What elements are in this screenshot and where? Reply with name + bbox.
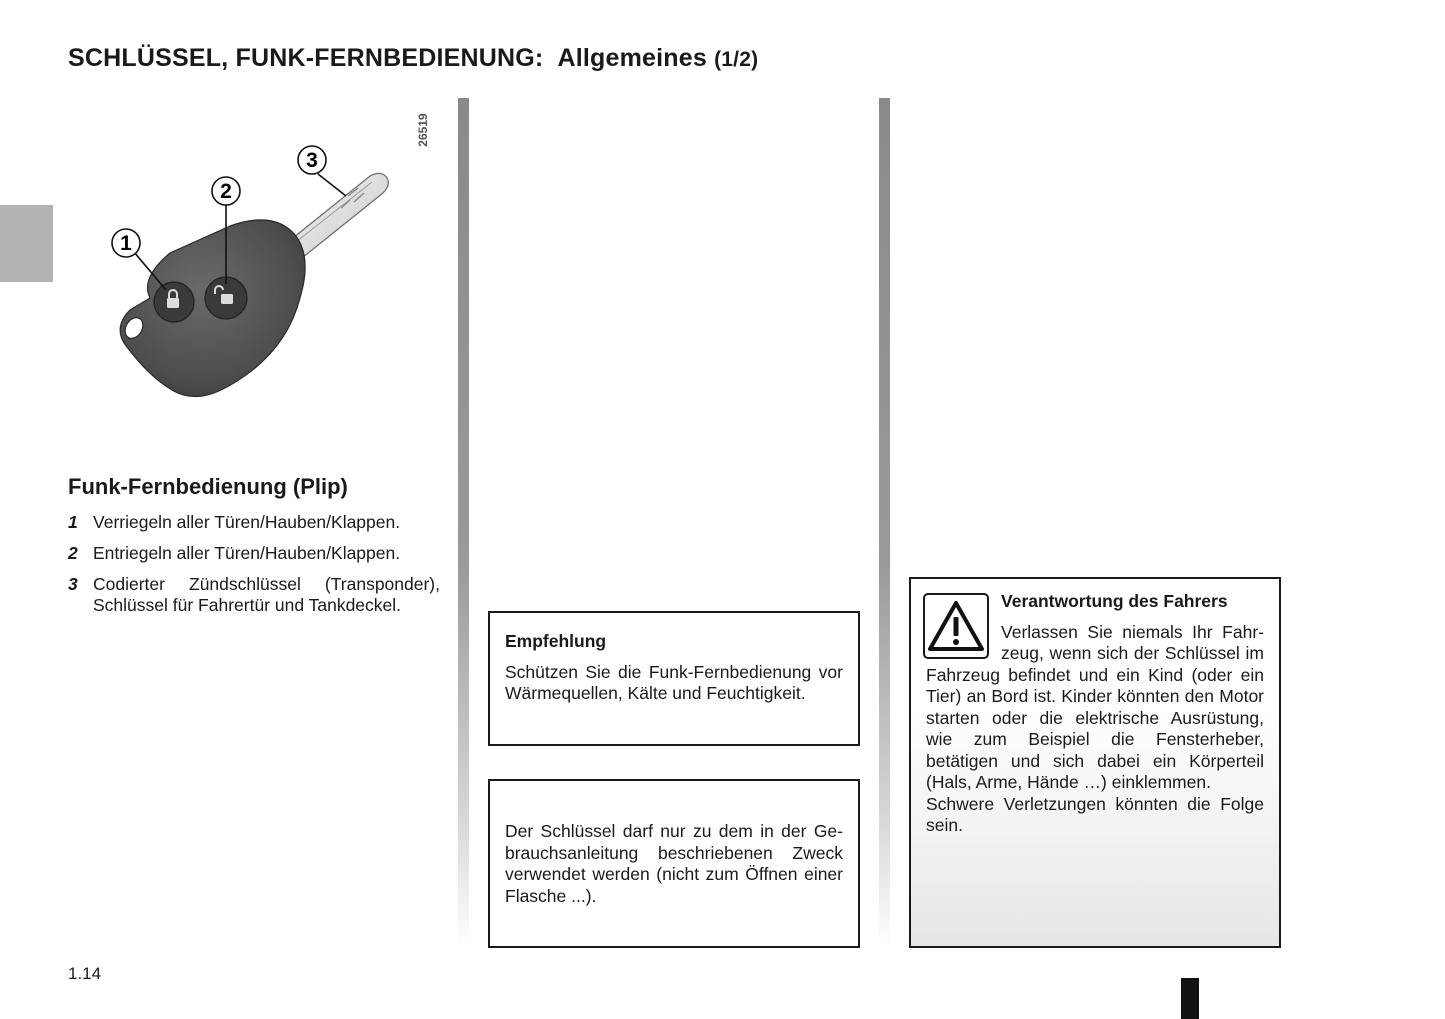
chapter-tab [0,205,53,282]
page-number: 1.14 [68,964,102,983]
legend-number: 3 [68,574,78,594]
title-main: SCHLÜSSEL, FUNK-FERNBEDIENUNG: [68,44,544,72]
warning-triangle-icon [923,593,989,659]
page-edge-marker [1181,978,1199,1019]
recommendation-text: Schützen Sie die Funk-Fernbedienung vor Wärmequellen, Kälte und Feuchtigkeit. [505,661,843,703]
legend-text: Verriegeln aller Türen/Hauben/Klappen. [93,512,401,532]
legend-number: 1 [68,512,78,532]
section-heading: Funk-Fernbedienung (Plip) [68,474,348,499]
figure-legend [68,512,440,626]
usage-note-box [488,779,860,948]
recommendation-heading: Empfehlung [505,631,607,651]
callout-1 [112,229,140,257]
callout-3 [298,146,326,174]
column-divider-right [879,98,890,948]
remote-key-illustration [100,138,400,408]
legend-item [68,543,440,564]
warning-heading: Verantwortung des Fahrers [1001,591,1228,611]
legend-item [68,574,440,616]
column-divider-left [458,98,469,948]
page-title [68,44,758,73]
title-part: (1/2) [714,48,759,71]
legend-text: Entriegeln aller Türen/Hauben/Klappen. [93,543,401,563]
usage-note-text: Der Schlüssel darf nur zu dem in der Gebrauchsanleitung beschriebenen Zweck verwendet werden (nicht zum Öffnen einer Flasche ...). [505,821,843,906]
warning-consequence: Schwere Verletzungen könnten die Folge sein. [926,793,1264,835]
recommendation-box [488,611,860,746]
figure-id-text: 26519 [416,113,430,147]
svg-text:2: 2 [220,180,232,203]
svg-text:3: 3 [306,149,318,172]
legend-text: Codierter Zündschlüssel (Transponder), Schlüssel für Fahrertür und Tankdeckel. [93,574,440,615]
figure-reference [412,108,434,152]
callout-2 [212,177,240,205]
legend-number: 2 [68,543,78,563]
legend-item [68,512,440,533]
title-sub: Allgemeines [557,44,707,72]
driver-responsibility-warning [909,577,1281,948]
warning-text: Verlassen Sie niemals Ihr Fahrzeug, wenn sich der Schlüssel im Fahrzeug befindet und ein Kind (oder ein Tier) an Bord ist. Kinder könnten den Motor starten oder die elektrische Ausrüstung, wie zum Beispiel die Fensterheber, betätigen und sich dabei ein Körperteil (Hals, Arme, Hände …) einklemmen. [926,621,1264,792]
svg-text:1: 1 [120,232,132,255]
lock-button [154,282,194,322]
